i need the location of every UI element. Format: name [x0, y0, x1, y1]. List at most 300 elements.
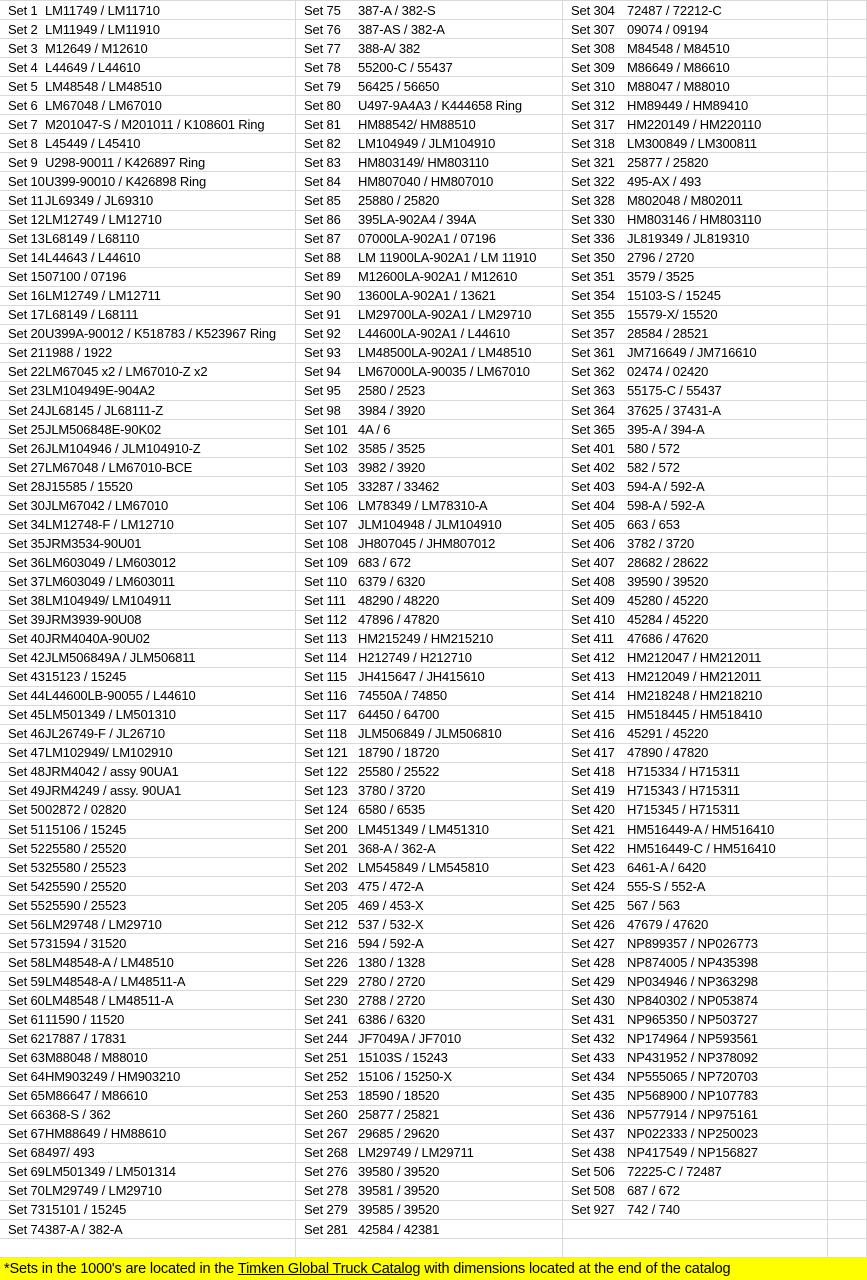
- cell-set-90[interactable]: [296, 287, 563, 306]
- cell-set-78[interactable]: [296, 58, 563, 77]
- cell-set-122[interactable]: [296, 763, 563, 782]
- cell-set-22[interactable]: [0, 363, 296, 382]
- cell-set-267[interactable]: [296, 1125, 563, 1144]
- cell-set-63[interactable]: [0, 1049, 296, 1068]
- cell-set-415[interactable]: [563, 706, 828, 725]
- cell-set-54[interactable]: [0, 877, 296, 896]
- spacer-cell[interactable]: [828, 744, 867, 763]
- spacer-cell[interactable]: [828, 1068, 867, 1087]
- cell-set-268[interactable]: [296, 1144, 563, 1163]
- spacer-cell[interactable]: [828, 763, 867, 782]
- cell-set-307[interactable]: [563, 20, 828, 39]
- spacer-cell[interactable]: [828, 611, 867, 630]
- cell-set-226[interactable]: [296, 953, 563, 972]
- part-numbers: NP431952 / NP378092: [627, 1050, 758, 1066]
- cell-set-404[interactable]: [563, 496, 828, 515]
- cell-set-84[interactable]: [296, 172, 563, 191]
- cell-set-103[interactable]: [296, 458, 563, 477]
- cell-set-48[interactable]: [0, 763, 296, 782]
- cell-set-94[interactable]: [296, 363, 563, 382]
- cell-set-17[interactable]: [0, 306, 296, 325]
- cell-set-405[interactable]: [563, 515, 828, 534]
- cell-set-51[interactable]: [0, 820, 296, 839]
- cell-set-406[interactable]: [563, 534, 828, 553]
- set-number: Set 279: [304, 1202, 348, 1218]
- cell-set-322[interactable]: [563, 172, 828, 191]
- part-numbers: 25580 / 25520: [45, 840, 127, 856]
- part-numbers: 15103-S / 15245: [627, 288, 721, 304]
- cell-set-27[interactable]: [0, 458, 296, 477]
- spacer-cell[interactable]: [828, 1030, 867, 1049]
- part-numbers: 15123 / 15245: [45, 669, 127, 685]
- cell-set-87[interactable]: [296, 230, 563, 249]
- cell-set-21[interactable]: [0, 344, 296, 363]
- spacer-cell[interactable]: [828, 649, 867, 668]
- cell-set-351[interactable]: [563, 268, 828, 287]
- cell-set-112[interactable]: [296, 611, 563, 630]
- cell-set-434[interactable]: [563, 1068, 828, 1087]
- cell-set-35[interactable]: [0, 534, 296, 553]
- part-numbers: 3585 / 3525: [358, 440, 426, 456]
- cell-set-92[interactable]: [296, 325, 563, 344]
- empty-cell[interactable]: [0, 1239, 296, 1258]
- cell-set-66[interactable]: [0, 1106, 296, 1125]
- cell-set-309[interactable]: [563, 58, 828, 77]
- cell-set-8[interactable]: [0, 134, 296, 153]
- spacer-cell[interactable]: [828, 782, 867, 801]
- cell-set-82[interactable]: [296, 134, 563, 153]
- cell-set-200[interactable]: [296, 820, 563, 839]
- cell-set-354[interactable]: [563, 287, 828, 306]
- cell-set-52[interactable]: [0, 839, 296, 858]
- cell-set-14[interactable]: [0, 249, 296, 268]
- cell-set-430[interactable]: [563, 991, 828, 1010]
- cell-set-89[interactable]: [296, 268, 563, 287]
- spacer-cell[interactable]: [828, 1010, 867, 1029]
- cell-set-47[interactable]: [0, 744, 296, 763]
- cell-set-57[interactable]: [0, 934, 296, 953]
- cell-set-432[interactable]: [563, 1030, 828, 1049]
- spacer-cell[interactable]: [828, 325, 867, 344]
- part-numbers: 42584 / 42381: [358, 1221, 440, 1237]
- cell-set-402[interactable]: [563, 458, 828, 477]
- cell-set-109[interactable]: [296, 553, 563, 572]
- cell-set-216[interactable]: [296, 934, 563, 953]
- cell-set-34[interactable]: [0, 515, 296, 534]
- cell-set-203[interactable]: [296, 877, 563, 896]
- cell-set-251[interactable]: [296, 1049, 563, 1068]
- cell-set-83[interactable]: [296, 153, 563, 172]
- cell-set-20[interactable]: [0, 325, 296, 344]
- spacer-cell[interactable]: [828, 20, 867, 39]
- spacer-cell[interactable]: [828, 401, 867, 420]
- empty-cell[interactable]: [296, 1239, 563, 1258]
- cell-set-357[interactable]: [563, 325, 828, 344]
- cell-set-43[interactable]: [0, 668, 296, 687]
- cell-set-361[interactable]: [563, 344, 828, 363]
- set-number: Set 406: [571, 535, 615, 551]
- cell-set-118[interactable]: [296, 725, 563, 744]
- cell-set-23[interactable]: [0, 382, 296, 401]
- cell-set-229[interactable]: [296, 972, 563, 991]
- part-numbers: LM48500LA-902A1 / LM48510: [358, 345, 532, 361]
- spacer-cell[interactable]: [828, 687, 867, 706]
- cell-set-212[interactable]: [296, 915, 563, 934]
- cell-set-364[interactable]: [563, 401, 828, 420]
- spacer-cell[interactable]: [828, 591, 867, 610]
- cell-set-25[interactable]: [0, 420, 296, 439]
- cell-set-312[interactable]: [563, 96, 828, 115]
- cell-set-365[interactable]: [563, 420, 828, 439]
- cell-set-414[interactable]: [563, 687, 828, 706]
- cell-set-252[interactable]: [296, 1068, 563, 1087]
- cell-set-58[interactable]: [0, 953, 296, 972]
- cell-set-76[interactable]: [296, 20, 563, 39]
- spacer-cell[interactable]: [828, 1049, 867, 1068]
- part-numbers: JLM506849A / JLM506811: [45, 650, 196, 666]
- cell-set-45[interactable]: [0, 706, 296, 725]
- spacer-cell[interactable]: [828, 572, 867, 591]
- set-number: Set 56: [8, 916, 45, 932]
- cell-set-98[interactable]: [296, 401, 563, 420]
- cell-set-363[interactable]: [563, 382, 828, 401]
- cell-set-59[interactable]: [0, 972, 296, 991]
- cell-set-110[interactable]: [296, 572, 563, 591]
- cell-set-93[interactable]: [296, 344, 563, 363]
- catalog-link[interactable]: Timken Global Truck Catalog: [237, 1261, 421, 1278]
- part-numbers: 55200-C / 55437: [358, 59, 453, 75]
- cell-set-278[interactable]: [296, 1182, 563, 1201]
- spacer-cell[interactable]: [828, 134, 867, 153]
- cell-set-260[interactable]: [296, 1106, 563, 1125]
- cell-set-124[interactable]: [296, 801, 563, 820]
- part-numbers: 3579 / 3525: [627, 269, 695, 285]
- cell-set-24[interactable]: [0, 401, 296, 420]
- cell-set-50[interactable]: [0, 801, 296, 820]
- cell-set-117[interactable]: [296, 706, 563, 725]
- cell-set-10[interactable]: [0, 172, 296, 191]
- cell-set-13[interactable]: [0, 230, 296, 249]
- cell-set-64[interactable]: [0, 1068, 296, 1087]
- cell-set-508[interactable]: [563, 1182, 828, 1201]
- cell-set-429[interactable]: [563, 972, 828, 991]
- cell-set-85[interactable]: [296, 191, 563, 210]
- spacer-cell[interactable]: [828, 344, 867, 363]
- spacer-cell[interactable]: [828, 58, 867, 77]
- spacer-cell[interactable]: [828, 1220, 867, 1239]
- cell-set-55[interactable]: [0, 896, 296, 915]
- cell-set-416[interactable]: [563, 725, 828, 744]
- cell-set-412[interactable]: [563, 649, 828, 668]
- cell-set-437[interactable]: [563, 1125, 828, 1144]
- cell-set-68[interactable]: [0, 1144, 296, 1163]
- cell-set-423[interactable]: [563, 858, 828, 877]
- cell-set-422[interactable]: [563, 839, 828, 858]
- cell-set-410[interactable]: [563, 611, 828, 630]
- set-number: Set 79: [304, 78, 341, 94]
- spacer-cell[interactable]: [828, 172, 867, 191]
- spacer-cell[interactable]: [828, 287, 867, 306]
- cell-set-111[interactable]: [296, 591, 563, 610]
- cell-set-3[interactable]: [0, 39, 296, 58]
- part-numbers: 31594 / 31520: [45, 935, 127, 951]
- cell-set-355[interactable]: [563, 306, 828, 325]
- spacer-cell[interactable]: [828, 706, 867, 725]
- spacer-cell[interactable]: [828, 934, 867, 953]
- cell-set-202[interactable]: [296, 858, 563, 877]
- spacer-cell[interactable]: [828, 820, 867, 839]
- cell-set-12[interactable]: [0, 211, 296, 230]
- cell-set-123[interactable]: [296, 782, 563, 801]
- cell-set-362[interactable]: [563, 363, 828, 382]
- spacer-cell[interactable]: [828, 420, 867, 439]
- spacer-cell[interactable]: [828, 953, 867, 972]
- set-number: Set 428: [571, 954, 615, 970]
- cell-set-413[interactable]: [563, 668, 828, 687]
- cell-set-62[interactable]: [0, 1030, 296, 1049]
- cell-set-421[interactable]: [563, 820, 828, 839]
- spacer-cell[interactable]: [828, 630, 867, 649]
- spacer-cell[interactable]: [828, 896, 867, 915]
- cell-set-36[interactable]: [0, 553, 296, 572]
- cell-set-49[interactable]: [0, 782, 296, 801]
- part-numbers: 387-AS / 382-A: [358, 21, 445, 37]
- set-number: Set 34: [8, 516, 45, 532]
- cell-set-230[interactable]: [296, 991, 563, 1010]
- cell-set-15[interactable]: [0, 268, 296, 287]
- cell-set-115[interactable]: [296, 668, 563, 687]
- set-number: Set 74: [8, 1221, 45, 1237]
- cell-set-101[interactable]: [296, 420, 563, 439]
- spacer-cell[interactable]: [828, 991, 867, 1010]
- empty-cell[interactable]: [563, 1239, 828, 1258]
- cell-set-425[interactable]: [563, 896, 828, 915]
- cell-set-61[interactable]: [0, 1010, 296, 1029]
- cell-set-53[interactable]: [0, 858, 296, 877]
- set-number: Set 11: [8, 192, 44, 208]
- cell-set-281[interactable]: [296, 1220, 563, 1239]
- set-number: Set 52: [8, 840, 45, 856]
- cell-set-42[interactable]: [0, 649, 296, 668]
- spacer-cell[interactable]: [828, 1087, 867, 1106]
- spacer-cell[interactable]: [828, 1144, 867, 1163]
- cell-set-105[interactable]: [296, 477, 563, 496]
- cell-set-435[interactable]: [563, 1087, 828, 1106]
- cell-set-107[interactable]: [296, 515, 563, 534]
- cell-set-428[interactable]: [563, 953, 828, 972]
- cell-set-310[interactable]: [563, 77, 828, 96]
- spacer-cell[interactable]: [828, 211, 867, 230]
- cell-set-95[interactable]: [296, 382, 563, 401]
- part-numbers: NP034946 / NP363298: [627, 973, 758, 989]
- cell-set-927[interactable]: [563, 1201, 828, 1220]
- set-number: Set 28: [8, 478, 45, 494]
- spacer-cell[interactable]: [828, 1201, 867, 1220]
- spacer-cell[interactable]: [828, 801, 867, 820]
- part-numbers: 64450 / 64700: [358, 707, 440, 723]
- cell-set-79[interactable]: [296, 77, 563, 96]
- set-number: Set 416: [571, 726, 615, 742]
- cell-set-121[interactable]: [296, 744, 563, 763]
- cell-set-39[interactable]: [0, 611, 296, 630]
- cell-set-73[interactable]: [0, 1201, 296, 1220]
- spacer-cell[interactable]: [828, 1182, 867, 1201]
- cell-set-436[interactable]: [563, 1106, 828, 1125]
- spacer-cell[interactable]: [828, 458, 867, 477]
- part-numbers: 594 / 592-A: [358, 935, 424, 951]
- part-numbers: LM501349 / LM501314: [45, 1164, 176, 1180]
- cell-set-408[interactable]: [563, 572, 828, 591]
- cell-set-114[interactable]: [296, 649, 563, 668]
- cell-set-241[interactable]: [296, 1010, 563, 1029]
- cell-set-70[interactable]: [0, 1182, 296, 1201]
- cell-set-6[interactable]: [0, 96, 296, 115]
- spacer-cell[interactable]: [828, 96, 867, 115]
- cell-set-37[interactable]: [0, 572, 296, 591]
- cell-set-102[interactable]: [296, 439, 563, 458]
- cell-set-426[interactable]: [563, 915, 828, 934]
- cell-set-11[interactable]: [0, 191, 296, 210]
- spacer-cell[interactable]: [828, 268, 867, 287]
- spacer-cell[interactable]: [828, 668, 867, 687]
- cell-set-113[interactable]: [296, 630, 563, 649]
- spacer-cell[interactable]: [828, 191, 867, 210]
- cell-set-4[interactable]: [0, 58, 296, 77]
- cell-set-5[interactable]: [0, 77, 296, 96]
- spacer-cell[interactable]: [828, 1239, 867, 1258]
- spacer-cell[interactable]: [828, 877, 867, 896]
- spacer-cell[interactable]: [828, 39, 867, 58]
- cell-set-60[interactable]: [0, 991, 296, 1010]
- part-numbers: HM89449 / HM89410: [627, 97, 749, 113]
- cell-set-420[interactable]: [563, 801, 828, 820]
- spacer-cell[interactable]: [828, 972, 867, 991]
- cell-set-201[interactable]: [296, 839, 563, 858]
- part-numbers: 25590 / 25523: [45, 897, 127, 913]
- cell-set-350[interactable]: [563, 249, 828, 268]
- cell-set-16[interactable]: [0, 287, 296, 306]
- spacer-cell[interactable]: [828, 839, 867, 858]
- cell-set-401[interactable]: [563, 439, 828, 458]
- cell-set-431[interactable]: [563, 1010, 828, 1029]
- cell-set-328[interactable]: [563, 191, 828, 210]
- spacer-cell[interactable]: [828, 725, 867, 744]
- cell-set-304[interactable]: [563, 1, 828, 20]
- empty-cell[interactable]: [563, 1220, 828, 1239]
- spacer-cell[interactable]: [828, 515, 867, 534]
- spacer-cell[interactable]: [828, 382, 867, 401]
- cell-set-81[interactable]: [296, 115, 563, 134]
- cell-set-106[interactable]: [296, 496, 563, 515]
- cell-set-80[interactable]: [296, 96, 563, 115]
- cell-set-411[interactable]: [563, 630, 828, 649]
- set-number: Set 61: [8, 1012, 45, 1027]
- cell-set-26[interactable]: [0, 439, 296, 458]
- spacer-cell[interactable]: [828, 553, 867, 572]
- cell-set-30[interactable]: [0, 496, 296, 515]
- cell-set-46[interactable]: [0, 725, 296, 744]
- cell-set-65[interactable]: [0, 1087, 296, 1106]
- part-numbers: M84548 / M84510: [627, 40, 730, 56]
- cell-set-1[interactable]: [0, 1, 296, 20]
- cell-set-108[interactable]: [296, 534, 563, 553]
- cell-set-330[interactable]: [563, 211, 828, 230]
- cell-set-424[interactable]: [563, 877, 828, 896]
- cell-set-419[interactable]: [563, 782, 828, 801]
- cell-set-86[interactable]: [296, 211, 563, 230]
- spacer-cell[interactable]: [828, 363, 867, 382]
- part-numbers: M88047 / M88010: [627, 78, 730, 94]
- spacer-cell[interactable]: [828, 534, 867, 553]
- spacer-cell[interactable]: [828, 1, 867, 20]
- cell-set-56[interactable]: [0, 915, 296, 934]
- spacer-cell[interactable]: [828, 496, 867, 515]
- cell-set-433[interactable]: [563, 1049, 828, 1068]
- cell-set-91[interactable]: [296, 306, 563, 325]
- set-number: Set 113: [304, 631, 347, 647]
- cell-set-40[interactable]: [0, 630, 296, 649]
- cell-set-276[interactable]: [296, 1163, 563, 1182]
- cell-set-403[interactable]: [563, 477, 828, 496]
- cell-set-321[interactable]: [563, 153, 828, 172]
- cell-set-77[interactable]: [296, 39, 563, 58]
- cell-set-308[interactable]: [563, 39, 828, 58]
- cell-set-2[interactable]: [0, 20, 296, 39]
- spacer-cell[interactable]: [828, 915, 867, 934]
- cell-set-28[interactable]: [0, 477, 296, 496]
- cell-set-279[interactable]: [296, 1201, 563, 1220]
- cell-set-418[interactable]: [563, 763, 828, 782]
- cell-set-407[interactable]: [563, 553, 828, 572]
- cell-set-88[interactable]: [296, 249, 563, 268]
- spacer-cell[interactable]: [828, 439, 867, 458]
- spacer-cell[interactable]: [828, 1106, 867, 1125]
- spacer-cell[interactable]: [828, 77, 867, 96]
- cell-set-417[interactable]: [563, 744, 828, 763]
- spacer-cell[interactable]: [828, 249, 867, 268]
- part-numbers: HM803146 / HM803110: [627, 212, 762, 228]
- cell-set-205[interactable]: [296, 896, 563, 915]
- cell-set-7[interactable]: [0, 115, 296, 134]
- cell-set-427[interactable]: [563, 934, 828, 953]
- spacer-cell[interactable]: [828, 306, 867, 325]
- cell-set-116[interactable]: [296, 687, 563, 706]
- spacer-cell[interactable]: [828, 115, 867, 134]
- cell-set-318[interactable]: [563, 134, 828, 153]
- cell-set-67[interactable]: [0, 1125, 296, 1144]
- cell-set-38[interactable]: [0, 591, 296, 610]
- spacer-cell[interactable]: [828, 153, 867, 172]
- cell-set-409[interactable]: [563, 591, 828, 610]
- part-numbers: L68149 / L68111: [45, 307, 139, 323]
- cell-set-75[interactable]: [296, 1, 563, 20]
- spacer-cell[interactable]: [828, 1163, 867, 1182]
- cell-set-336[interactable]: [563, 230, 828, 249]
- cell-set-69[interactable]: [0, 1163, 296, 1182]
- cell-set-506[interactable]: [563, 1163, 828, 1182]
- cell-set-74[interactable]: [0, 1220, 296, 1239]
- cell-set-317[interactable]: [563, 115, 828, 134]
- cell-set-244[interactable]: [296, 1030, 563, 1049]
- cell-set-253[interactable]: [296, 1087, 563, 1106]
- spacer-cell[interactable]: [828, 230, 867, 249]
- cell-set-9[interactable]: [0, 153, 296, 172]
- cell-set-44[interactable]: [0, 687, 296, 706]
- cell-set-438[interactable]: [563, 1144, 828, 1163]
- spacer-cell[interactable]: [828, 477, 867, 496]
- spacer-cell[interactable]: [828, 858, 867, 877]
- spacer-cell[interactable]: [828, 1125, 867, 1144]
